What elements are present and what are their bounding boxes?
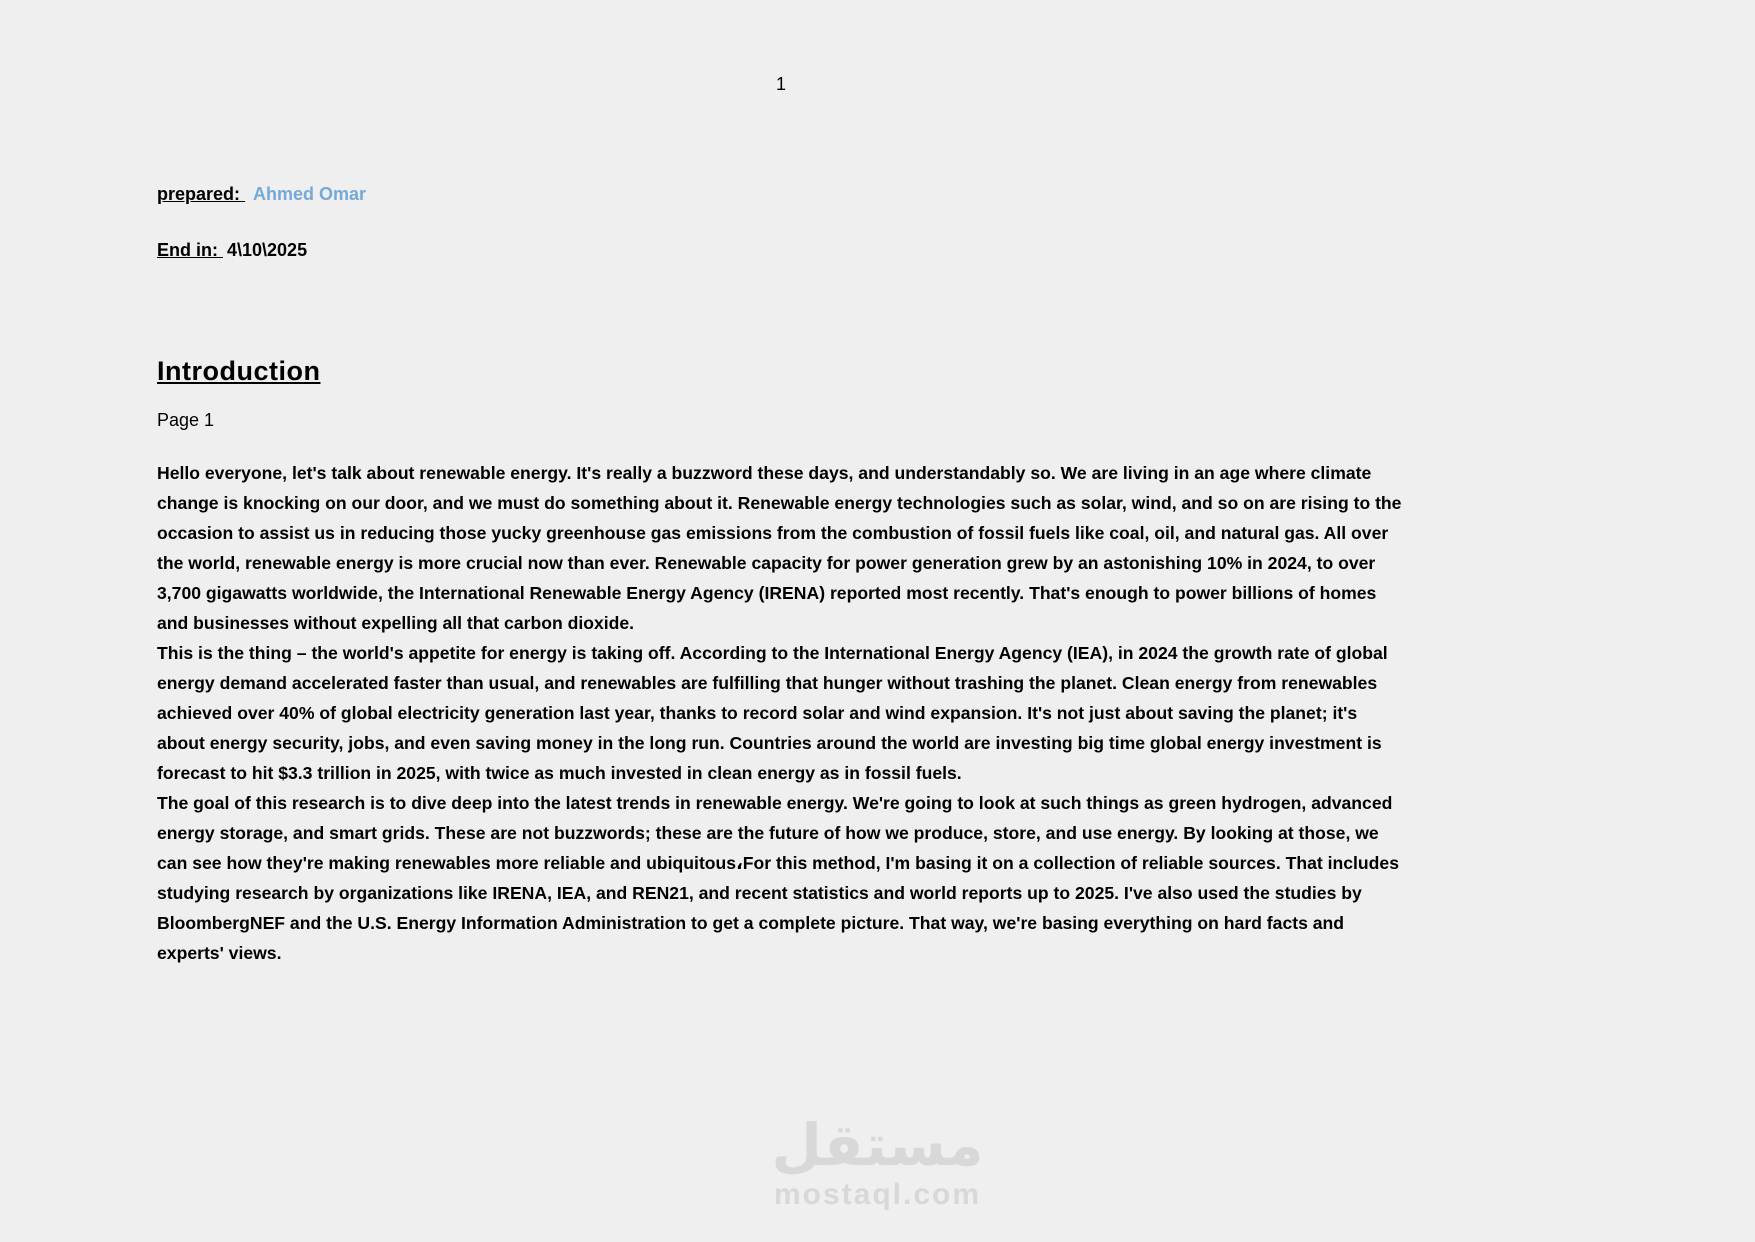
end-date-label: End in: xyxy=(157,240,223,260)
document-body xyxy=(157,458,1405,968)
paragraph-2: This is the thing – the world's appetite for energy is taking off. According to the International Energy Agency (IEA), in 2024 the growth rate of global energy demand accelerated faster than usual, and renewables are fulfilling that hunger without trashing the planet. Clean energy from renewables achieved over 40% of global electricity generation last year, thanks to record solar and wind expansion. It's not just about saving the planet; it's about energy security, jobs, and even saving money in the long run. Countries around the world are investing big time global energy investment is forecast to hit $3.3 trillion in 2025, with twice as much invested in clean energy as in fossil fuels. xyxy=(157,643,1388,783)
page-label: Page 1 xyxy=(157,410,215,430)
document-heading: Introduction xyxy=(157,356,321,387)
paragraph-1: Hello everyone, let's talk about renewable energy. It's really a buzzword these days, and understandably so. We are living in an age where climate change is knocking on our door, and we must do something about it. Renewable energy technologies such as solar, wind, and so on are rising to the occasion to assist us in reducing those yucky greenhouse gas emissions from the combustion of fossil fuels like coal, oil, and natural gas. All over the world, renewable energy is more crucial now than ever. Renewable capacity for power generation grew by an astonishing 10% in 2024, to over 3,700 gigawatts worldwide, the International Renewable Energy Agency (IRENA) reported most recently. That's enough to power billions of homes and businesses without expelling all that carbon dioxide. xyxy=(157,463,1402,633)
end-date-line xyxy=(157,240,307,261)
watermark-url: mostaql.com xyxy=(773,1178,982,1211)
end-date-value: 4\10\2025 xyxy=(227,240,308,260)
watermark xyxy=(0,1112,1755,1211)
prepared-label: prepared: xyxy=(157,184,246,204)
page-number: 1 xyxy=(775,74,786,94)
watermark-arabic-logo: مستقل xyxy=(771,1111,984,1179)
paragraph-3: The goal of this research is to dive deep into the latest trends in renewable energy. We're going to look at such things as green hydrogen, advanced energy storage, and smart grids. These are not buzzwords; these are the future of how we produce, store, and use energy. By looking at those, we can see how they're making renewables more reliable and ubiquitous،For this method, I'm basing it on a collection of reliable sources. That includes studying research by organizations like IRENA, IEA, and REN21, and recent statistics and world reports up to 2025. I've also used the studies by BloombergNEF and the U.S. Energy Information Administration to get a complete picture. That way, we're basing everything on hard facts and experts' views. xyxy=(157,793,1400,963)
prepared-value: Ahmed Omar xyxy=(253,184,367,204)
prepared-line xyxy=(157,184,366,205)
